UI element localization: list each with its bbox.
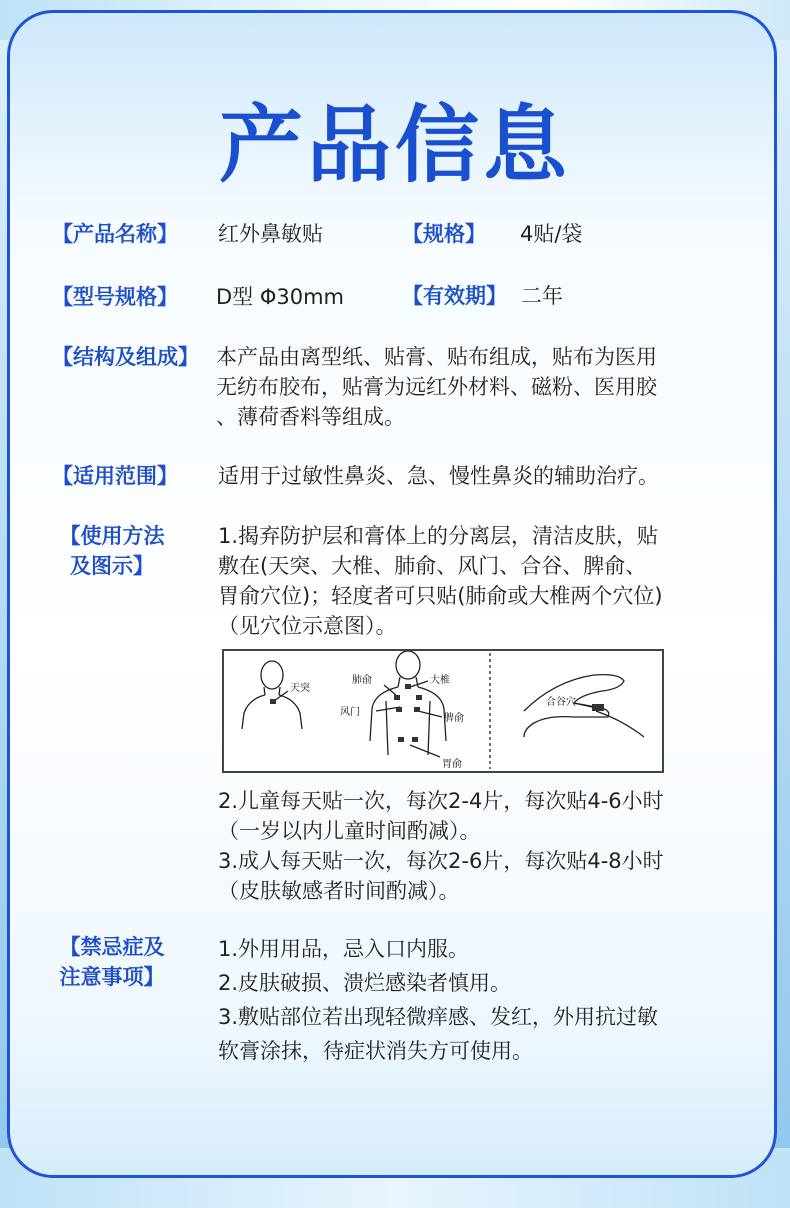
fengmen-patch-left xyxy=(396,707,402,712)
tiantu-patch xyxy=(270,699,276,704)
tiantu-text: 天突 xyxy=(290,683,310,694)
usage-line: 3.成人每天贴一次，每次2-6片，每次贴4-8小时 xyxy=(218,849,664,873)
hegu-leader xyxy=(574,703,592,707)
structure-line: 无纺布胶布，贴膏为远红外材料、磁粉、医用胶 xyxy=(216,375,657,399)
fengmen-text: 风门 xyxy=(340,707,360,718)
usage-line: 1.揭弃防护层和膏体上的分离层，清洁皮肤，贴 xyxy=(218,524,659,548)
structure-label: 【结构及组成】 xyxy=(52,345,199,369)
structure-line: 、薄荷香料等组成。 xyxy=(216,405,405,429)
cautions-line: 3.敷贴部位若出现轻微痒感、发红，外用抗过敏 xyxy=(218,1005,659,1029)
structure-line: 本产品由离型纸、贴膏、贴布组成，贴布为医用 xyxy=(216,345,657,369)
usage-label-line1: 【使用方法 xyxy=(59,524,165,548)
front-neck-icon xyxy=(264,687,280,695)
cautions-line: 2.皮肤破损、溃烂感染者慎用。 xyxy=(218,971,512,995)
cautions-line: 软膏涂抹，待症状消失方可使用。 xyxy=(218,1039,533,1063)
weishu-leader xyxy=(410,745,440,757)
model-value: D型 Φ30mm xyxy=(216,285,345,309)
weishu-patch-right xyxy=(412,737,418,742)
cautions-label-line1: 【禁忌症及 xyxy=(59,935,165,959)
product-name-label: 【产品名称】 xyxy=(52,222,178,246)
usage-text-top xyxy=(218,521,738,641)
validity-value: 二年 xyxy=(521,284,563,308)
feishu-patch-right xyxy=(416,695,422,700)
structure-text xyxy=(216,342,736,432)
hegu-patch xyxy=(592,704,604,711)
cautions-label xyxy=(32,932,192,992)
tiantu-leader xyxy=(274,691,288,701)
spec-label: 【规格】 xyxy=(402,222,486,246)
model-label: 【型号规格】 xyxy=(52,285,178,309)
weishu-patch-left xyxy=(398,737,404,742)
feishu-patch-left xyxy=(394,695,400,700)
wrist-icon xyxy=(596,711,644,737)
usage-label xyxy=(32,521,192,581)
usage-text-bottom xyxy=(218,786,738,906)
usage-line: （一岁以内儿童时间酌减）。 xyxy=(218,819,481,843)
spec-value: 4贴/袋 xyxy=(520,222,583,246)
pishu-text: 脾俞 xyxy=(444,713,464,724)
dazhui-text: 大椎 xyxy=(430,675,450,686)
back-torso-icon xyxy=(386,701,430,755)
dazhui-patch xyxy=(405,684,411,689)
feishu-text: 肺俞 xyxy=(352,675,372,686)
usage-line: 2.儿童每天贴一次，每次2-4片，每次贴4-6小时 xyxy=(218,789,664,813)
usage-line: 胃俞穴位)；轻度者可只贴(肺俞或大椎两个穴位) xyxy=(218,584,663,608)
front-head-icon xyxy=(261,661,283,689)
page-title: 产品信息 xyxy=(218,96,571,194)
acupoint-diagram-svg xyxy=(224,651,662,771)
validity-label: 【有效期】 xyxy=(402,284,507,308)
cautions-line: 1.外用用品，忌入口内服。 xyxy=(218,937,470,961)
weishu-text: 胃俞 xyxy=(442,759,462,770)
scope-value: 适用于过敏性鼻炎、急、慢性鼻炎的辅助治疗。 xyxy=(218,464,659,488)
usage-line: （见穴位示意图）。 xyxy=(218,614,397,638)
fengmen-patch-right xyxy=(414,707,420,712)
acupoint-diagram xyxy=(222,649,664,773)
dazhui-leader xyxy=(410,681,428,687)
usage-label-line2: 及图示】 xyxy=(70,554,154,578)
back-shoulders-icon xyxy=(370,687,446,741)
usage-line: 敷在(天突、大椎、肺俞、风门、合谷、脾俞、 xyxy=(218,554,647,578)
back-head-icon xyxy=(396,651,420,679)
cautions-label-line2: 注意事项】 xyxy=(59,965,165,989)
usage-line: （皮肤敏感者时间酌减）。 xyxy=(218,879,460,903)
feishu-leader xyxy=(384,685,396,695)
scope-label: 【适用范围】 xyxy=(52,464,178,488)
cautions-text xyxy=(218,932,738,1068)
product-name-value: 红外鼻敏贴 xyxy=(218,222,323,246)
hegu-text: 合谷穴 xyxy=(546,697,576,708)
